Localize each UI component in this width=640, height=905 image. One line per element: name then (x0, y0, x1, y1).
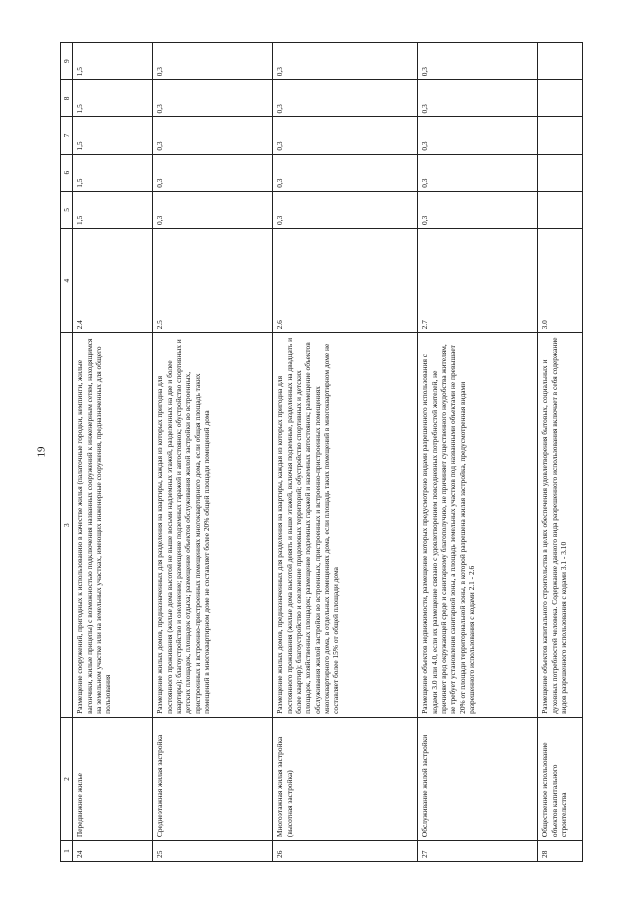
use-type-description: Размещение объектов недвижимости, размещение которых предусмотрено видами разрешенного использования с кодами 3.0 или 4.0, если их размещение связано с удовлетворением повседневных потребностей жителей, не причиняет вред окружающей среде и санитарному благополучию, не причиняет существенного неудобства жителям, не требует установления санитарной зоны, а площадь земельных участков под названными объектами не превышает 20% от площади территориальной зоны, в которой разрешена жилая застройка, предусмотренная видами разрешенного использования с кодами 2.1 - 2.6 (418, 333, 538, 717)
use-type-name: Передвижное жилье (73, 717, 153, 840)
row-number: 25 (153, 841, 273, 862)
value-cell: 1,5 (73, 117, 153, 154)
column-header: 1 (61, 841, 73, 862)
value-cell (538, 80, 583, 117)
zoning-parameters-table (60, 42, 583, 862)
value-cell: 1,5 (73, 80, 153, 117)
column-header: 7 (61, 117, 73, 154)
value-cell (538, 191, 583, 228)
table-row (153, 43, 273, 862)
use-type-description: Размещение сооружений, пригодных к использованию в качестве жилья (палаточные городки, кемпинги, жилые вагончики, жилые прицепы) с возможностью подключения названных сооружений к инженерным сетям, находящимся на земельном участке или на земельных участках, имеющих инженерные сооружения, предназначенных для общего пользования (73, 333, 153, 717)
row-number: 24 (73, 841, 153, 862)
value-cell: 0,3 (418, 80, 538, 117)
use-type-code: 2.4 (73, 228, 153, 332)
use-type-name: Среднеэтажная жилая застройка (153, 717, 273, 840)
row-number: 26 (273, 841, 418, 862)
table-row (538, 43, 583, 862)
value-cell: 0,3 (153, 154, 273, 191)
value-cell: 0,3 (273, 43, 418, 80)
use-type-code: 2.5 (153, 228, 273, 332)
value-cell: 0,3 (273, 117, 418, 154)
table-row (273, 43, 418, 862)
value-cell: 0,3 (418, 154, 538, 191)
use-type-description: Размещение жилых домов, предназначенных для разделения на квартиры, каждая из которых пригодна для постоянного проживания (жилые дома высотой девять и выше этажей, включая подземные, разделенных на двадцать и более квартир); благоустройство и озеленение придомовых территорий; обустройство спортивных и детских площадок, хозяйственных площадок; размещение подземных гаражей и наземных автостоянок; размещение объектов обслуживания жилой застройки во встроенных, пристроенных и встроенно-пристроенных помещениях многоквартирного дома, в отдельных помещениях дома, если площадь таких помещений в многоквартирном доме не составляет более 15% от общей площади дома (273, 333, 418, 717)
value-cell: 0,3 (153, 80, 273, 117)
value-cell (538, 43, 583, 80)
zoning-table-frame (60, 42, 582, 862)
value-cell: 0,3 (273, 154, 418, 191)
table-header-row (61, 43, 73, 862)
value-cell: 0,3 (153, 43, 273, 80)
row-number: 28 (538, 841, 583, 862)
value-cell: 1,5 (73, 154, 153, 191)
use-type-name: Обслуживание жилой застройки (418, 717, 538, 840)
use-type-description: Размещение объектов капитального строительства в целях обеспечения удовлетворения бытовых, социальных и духовных потребностей человека. Содержание данного вида разрешенного использования включает в себя содержание видов разрешенного использования с кодами 3.1 - 3.10 (538, 333, 583, 717)
column-header: 2 (61, 717, 73, 840)
value-cell: 0,3 (418, 117, 538, 154)
use-type-name: Общественное использование объектов капитального строительства (538, 717, 583, 840)
table-row (418, 43, 538, 862)
value-cell (538, 154, 583, 191)
column-header: 5 (61, 191, 73, 228)
value-cell: 0,3 (418, 43, 538, 80)
use-type-name: Многоэтажная жилая застройка (высотная застройка) (273, 717, 418, 840)
column-header: 8 (61, 80, 73, 117)
value-cell: 0,3 (273, 191, 418, 228)
use-type-code: 2.7 (418, 228, 538, 332)
column-header: 6 (61, 154, 73, 191)
use-type-code: 2.6 (273, 228, 418, 332)
value-cell: 1,5 (73, 191, 153, 228)
row-number: 27 (418, 841, 538, 862)
use-type-code: 3.0 (538, 228, 583, 332)
value-cell: 0,3 (273, 80, 418, 117)
value-cell: 0,3 (153, 191, 273, 228)
use-type-description: Размещение жилых домов, предназначенных для разделения на квартиры, каждая из которых пригодна для постоянного проживания (жилые дома высотой не выше восьми надземных этажей, разделенных на две и более квартиры); благоустройство и озеленение; размещение подземных гаражей и автостоянок; обустройство спортивных и детских площадок, площадок отдыха; размещение объектов обслуживания жилой застройки во встроенных, пристроенных и встроенно-пристроенных помещениях многоквартирного дома, если общая площадь таких помещений в многоквартирном доме не составляет более 20% общей площади помещений дома (153, 333, 273, 717)
page-number: 19 (35, 446, 48, 458)
value-cell: 0,3 (418, 191, 538, 228)
table-row (73, 43, 153, 862)
value-cell: 0,3 (153, 117, 273, 154)
value-cell (538, 117, 583, 154)
column-header: 3 (61, 333, 73, 717)
column-header: 9 (61, 43, 73, 80)
value-cell: 1,5 (73, 43, 153, 80)
column-header: 4 (61, 228, 73, 332)
